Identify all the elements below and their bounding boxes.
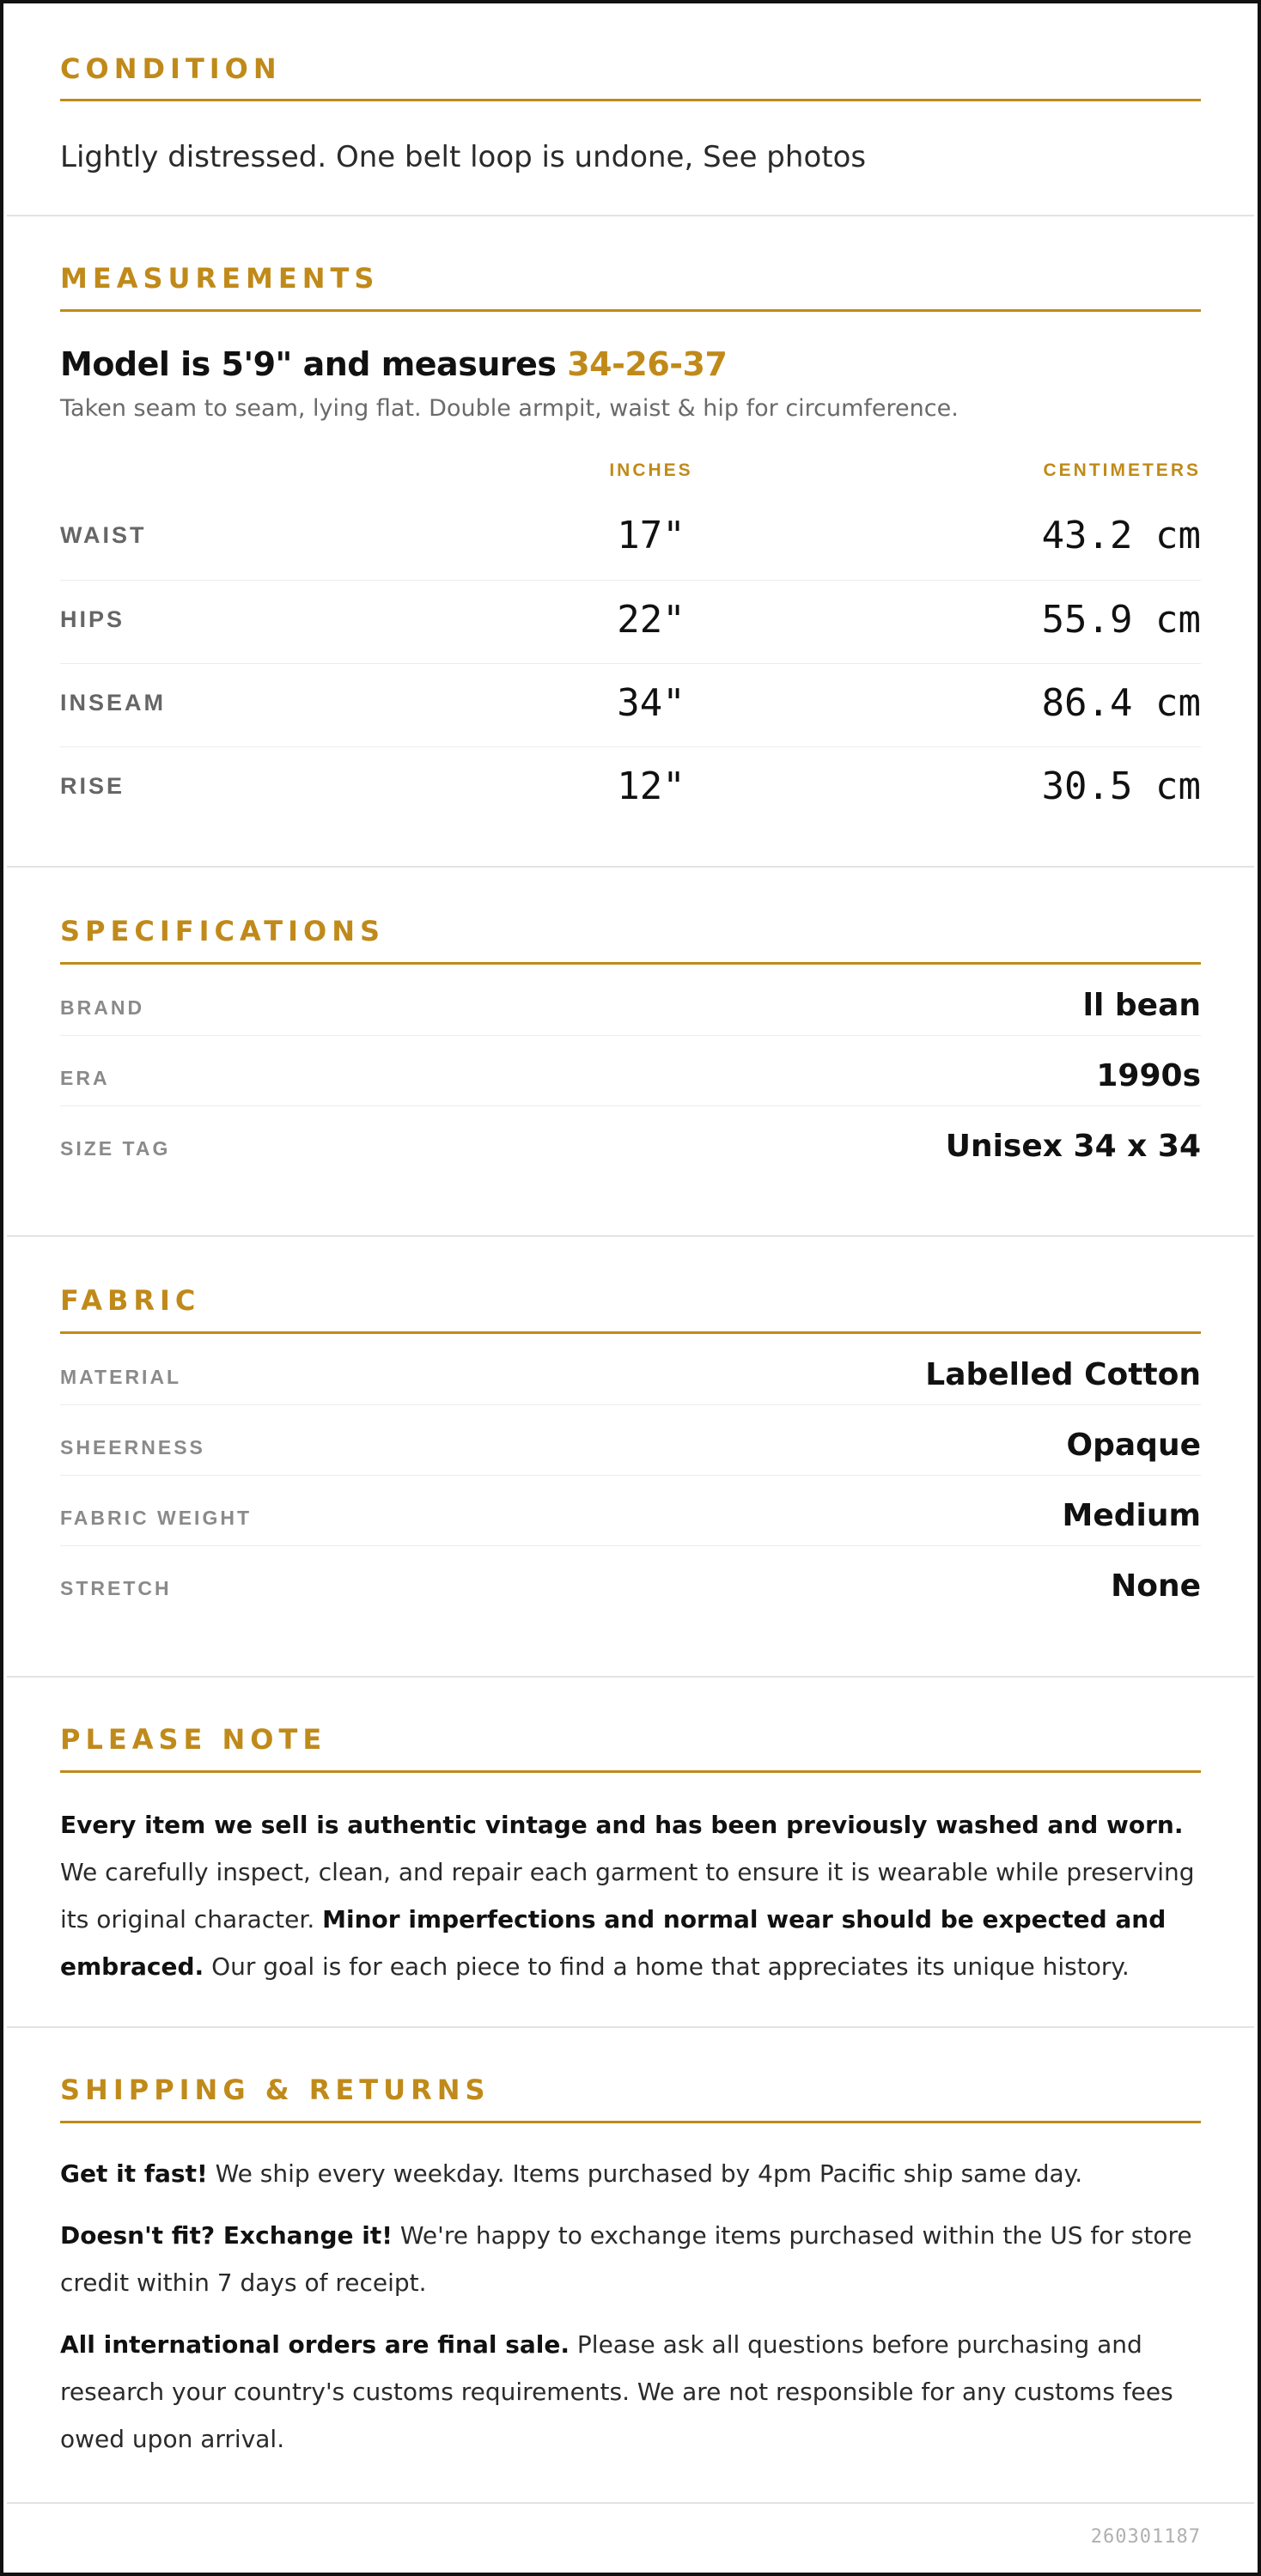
shipping-paragraph-1 (60, 2150, 1201, 2197)
measurement-row-inseam (60, 664, 1201, 747)
measurement-row-hips (60, 581, 1201, 664)
spec-label: SIZE TAG (60, 1137, 171, 1160)
fabric-value: Opaque (1066, 1428, 1201, 1463)
heading-rule (60, 1770, 1201, 1773)
heading-rule (60, 99, 1201, 101)
note-text-2: Our goal is for each piece to find a home that appreciates its unique history. (204, 1952, 1130, 1981)
measurement-cm: 86.4 cm (1041, 681, 1201, 725)
fabric-value: None (1111, 1568, 1201, 1604)
spec-value: ll bean (1082, 988, 1201, 1023)
fabric-row-stretch (60, 1546, 1201, 1617)
measurement-inches: 22" (617, 598, 685, 642)
heading-rule (60, 962, 1201, 965)
spec-label: ERA (60, 1067, 110, 1089)
measurement-row-waist (60, 496, 1201, 581)
measurement-cm: 55.9 cm (1041, 598, 1201, 642)
fabric-row-material (60, 1335, 1201, 1405)
measurement-cm: 43.2 cm (1041, 514, 1201, 557)
measurement-row-rise (60, 747, 1201, 831)
shipping-text-3: Please ask all questions before purchasing and research your country's customs requirements. We are not responsible for any customs fees owed upon arrival. (60, 2330, 1173, 2453)
heading-rule (60, 1331, 1201, 1334)
spec-row-era (60, 1036, 1201, 1106)
shipping-bold-3: All international orders are final sale. (60, 2330, 570, 2359)
please-note-heading: PLEASE NOTE (60, 1723, 327, 1756)
fabric-row-weight (60, 1476, 1201, 1546)
measurement-label: WAIST (60, 522, 147, 548)
shipping-heading: SHIPPING & RETURNS (60, 2074, 490, 2106)
please-note-section (7, 1678, 1254, 2028)
measurement-inches: 17" (617, 514, 685, 557)
spec-row-brand (60, 965, 1201, 1036)
fabric-heading: FABRIC (60, 1284, 201, 1317)
fabric-section (7, 1237, 1254, 1678)
measurement-label: INSEAM (60, 690, 167, 716)
column-header-inches: INCHES (609, 460, 693, 480)
shipping-paragraph-2 (60, 2212, 1201, 2306)
specifications-heading: SPECIFICATIONS (60, 915, 386, 947)
condition-section (7, 3, 1254, 216)
measurement-inches: 34" (617, 681, 685, 725)
footer (7, 2504, 1254, 2573)
model-prefix: Model is 5'9" and measures (60, 345, 568, 383)
spec-value: Unisex 34 x 34 (945, 1129, 1201, 1164)
measurement-cm: 30.5 cm (1041, 764, 1201, 808)
note-bold-1: Every item we sell is authentic vintage and has been previously washed and worn. (60, 1811, 1184, 1839)
model-measures: 34-26-37 (567, 345, 728, 383)
note-bold-2: Minor imperfections and normal wear should be expected and embraced. (60, 1905, 1167, 1981)
spec-label: BRAND (60, 996, 145, 1019)
measurements-section (7, 216, 1254, 868)
shipping-bold-1: Get it fast! (60, 2159, 208, 2188)
measurement-inches: 12" (617, 764, 685, 808)
specifications-section (7, 868, 1254, 1237)
measurements-subtitle: Taken seam to seam, lying flat. Double armpit, waist & hip for circumference. (60, 395, 959, 422)
spec-value: 1990s (1096, 1058, 1201, 1093)
model-measurements-title (60, 345, 727, 383)
shipping-text-1: We ship every weekday. Items purchased by 4pm Pacific ship same day. (207, 2159, 1083, 2188)
condition-heading: CONDITION (60, 52, 282, 85)
shipping-section (7, 2028, 1254, 2504)
note-text-1: We carefully inspect, clean, and repair each garment to ensure it is wearable while preserving its original character. (60, 1858, 1195, 1934)
heading-rule (60, 309, 1201, 312)
shipping-paragraph-3 (60, 2321, 1201, 2463)
column-header-centimeters: CENTIMETERS (1043, 460, 1201, 480)
fabric-label: MATERIAL (60, 1366, 182, 1388)
spec-row-size-tag (60, 1106, 1201, 1177)
sku-number: 260301187 (1090, 2526, 1201, 2548)
fabric-label: STRETCH (60, 1577, 172, 1599)
condition-text: Lightly distressed. One belt loop is undone, See photos (60, 140, 867, 174)
fabric-value: Labelled Cotton (925, 1357, 1201, 1392)
measurement-label: HIPS (60, 606, 125, 632)
shipping-bold-2: Doesn't fit? Exchange it! (60, 2221, 393, 2250)
heading-rule (60, 2121, 1201, 2123)
measurements-heading: MEASUREMENTS (60, 262, 380, 295)
fabric-value: Medium (1062, 1498, 1201, 1533)
measurement-label: RISE (60, 773, 125, 799)
fabric-label: FABRIC WEIGHT (60, 1507, 252, 1529)
shipping-text-2: We're happy to exchange items purchased within the US for store credit within 7 days of receipt. (60, 2221, 1192, 2297)
please-note-text (60, 1801, 1201, 1990)
fabric-label: SHEERNESS (60, 1436, 205, 1459)
fabric-row-sheerness (60, 1405, 1201, 1476)
